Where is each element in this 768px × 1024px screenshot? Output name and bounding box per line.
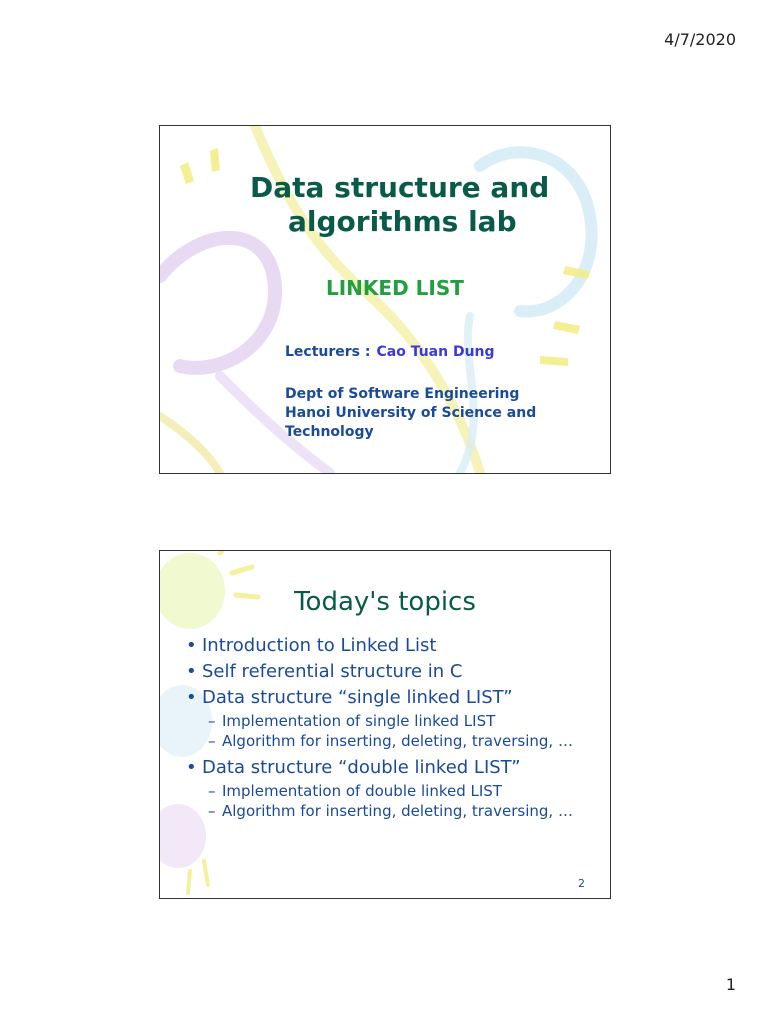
slide-title: Today's topics <box>294 587 476 617</box>
page-date: 4/7/2020 <box>664 30 736 49</box>
title-line-2: algorithms lab <box>288 205 517 238</box>
lecturers-line <box>285 344 495 360</box>
sub-list-item: – Algorithm for inserting, deleting, traversing, … <box>208 801 596 821</box>
title-line-1: Data structure and <box>250 171 550 204</box>
slide-title <box>250 171 549 239</box>
sub-list-item: – Implementation of single linked LIST <box>208 711 596 731</box>
sub-list-item: – Implementation of double linked LIST <box>208 781 596 801</box>
title-slide <box>159 125 611 474</box>
topics-list <box>186 633 596 821</box>
sub-list-item: – Algorithm for inserting, deleting, traversing, … <box>208 731 596 751</box>
list-item: • Self referential structure in C <box>186 659 596 685</box>
page-number: 1 <box>725 975 736 994</box>
slide-number: 2 <box>578 877 585 890</box>
lecturers-label: Lecturers : <box>285 344 371 360</box>
list-item: • Introduction to Linked List <box>186 633 596 659</box>
list-item: • Data structure “single linked LIST” <box>186 685 596 711</box>
dept-line: Dept of Software Engineering <box>285 386 520 402</box>
topics-slide <box>159 550 611 899</box>
department-info <box>285 385 585 442</box>
dept-line: Technology <box>285 424 374 440</box>
list-item: • Data structure “double linked LIST” <box>186 755 596 781</box>
dept-line: Hanoi University of Science and <box>285 405 537 421</box>
lecturer-name: Cao Tuan Dung <box>376 344 495 360</box>
slide-subtitle: LINKED LIST <box>326 276 464 300</box>
